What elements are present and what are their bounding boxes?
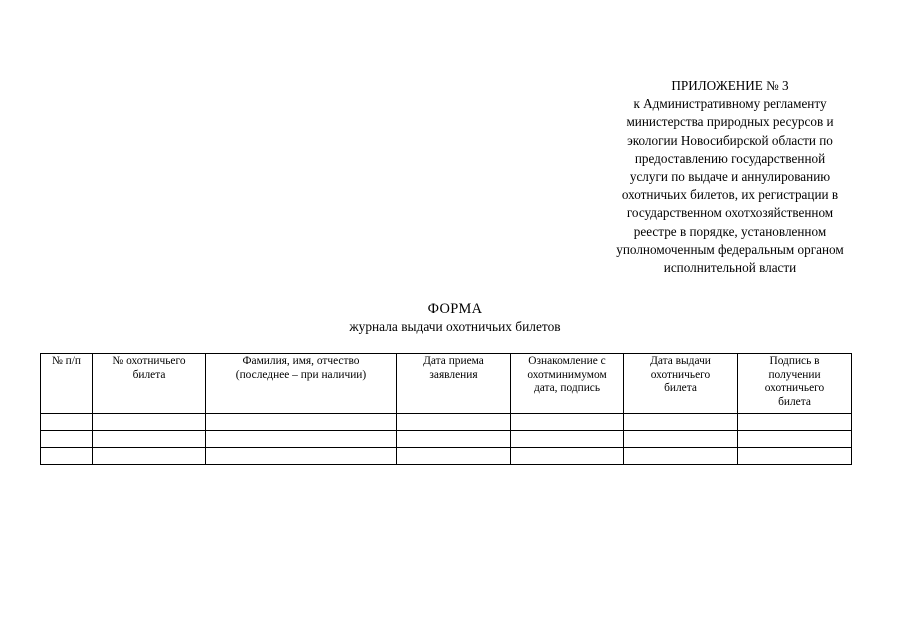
table-cell — [93, 431, 206, 448]
col-header-ticket-number: № охотничьего билета — [93, 354, 206, 414]
appendix-line: уполномоченным федеральным органом — [616, 241, 844, 257]
appendix-line: к Административному регламенту — [633, 96, 827, 112]
appendix-header — [592, 77, 868, 277]
appendix-line: экологии Новосибирской области по — [627, 132, 833, 148]
appendix-line: исполнительной власти — [663, 260, 797, 276]
appendix-line: министерства природных ресурсов и — [626, 114, 834, 130]
table-row — [41, 431, 852, 448]
table-cell — [206, 448, 397, 465]
table-cell — [41, 431, 93, 448]
table-cell — [624, 414, 738, 431]
form-subtitle: журнала выдачи охотничьих билетов — [349, 319, 561, 334]
table-cell — [93, 414, 206, 431]
col-header-full-name: Фамилия, имя, отчество (последнее – при наличии) — [206, 354, 397, 414]
col-header-hunting-minimum: Ознакомление с охотминимумом дата, подпись — [511, 354, 624, 414]
appendix-line: государственном охотхозяйственном — [626, 205, 834, 221]
table-cell — [738, 448, 852, 465]
appendix-line: реестре в порядке, установленном — [633, 223, 827, 239]
appendix-title: ПРИЛОЖЕНИЕ № 3 — [671, 78, 789, 93]
table-cell — [511, 448, 624, 465]
form-heading — [250, 301, 660, 335]
appendix-line: предоставлению государственной — [634, 150, 826, 166]
table-cell — [206, 431, 397, 448]
col-header-receipt-signature: Подпись в получении охотничьего билета — [738, 354, 852, 414]
table-cell — [511, 431, 624, 448]
table-cell — [206, 414, 397, 431]
table-row — [41, 414, 852, 431]
table-cell — [93, 448, 206, 465]
form-title: ФОРМА — [427, 301, 483, 317]
appendix-line: охотничьих билетов, их регистрации в — [621, 187, 839, 203]
table-header-row — [41, 354, 852, 414]
appendix-line: услуги по выдаче и аннулированию — [629, 169, 831, 185]
table-cell — [397, 414, 511, 431]
table-cell — [624, 431, 738, 448]
journal-table — [40, 353, 852, 465]
table-cell — [738, 431, 852, 448]
table-cell — [397, 431, 511, 448]
table-cell — [41, 448, 93, 465]
table-cell — [397, 448, 511, 465]
table-cell — [624, 448, 738, 465]
table-cell — [511, 414, 624, 431]
col-header-application-date: Дата приема заявления — [397, 354, 511, 414]
table-cell — [41, 414, 93, 431]
table-cell — [738, 414, 852, 431]
col-header-number: № п/п — [41, 354, 93, 414]
col-header-issue-date: Дата выдачи охотничьего билета — [624, 354, 738, 414]
table-row — [41, 448, 852, 465]
